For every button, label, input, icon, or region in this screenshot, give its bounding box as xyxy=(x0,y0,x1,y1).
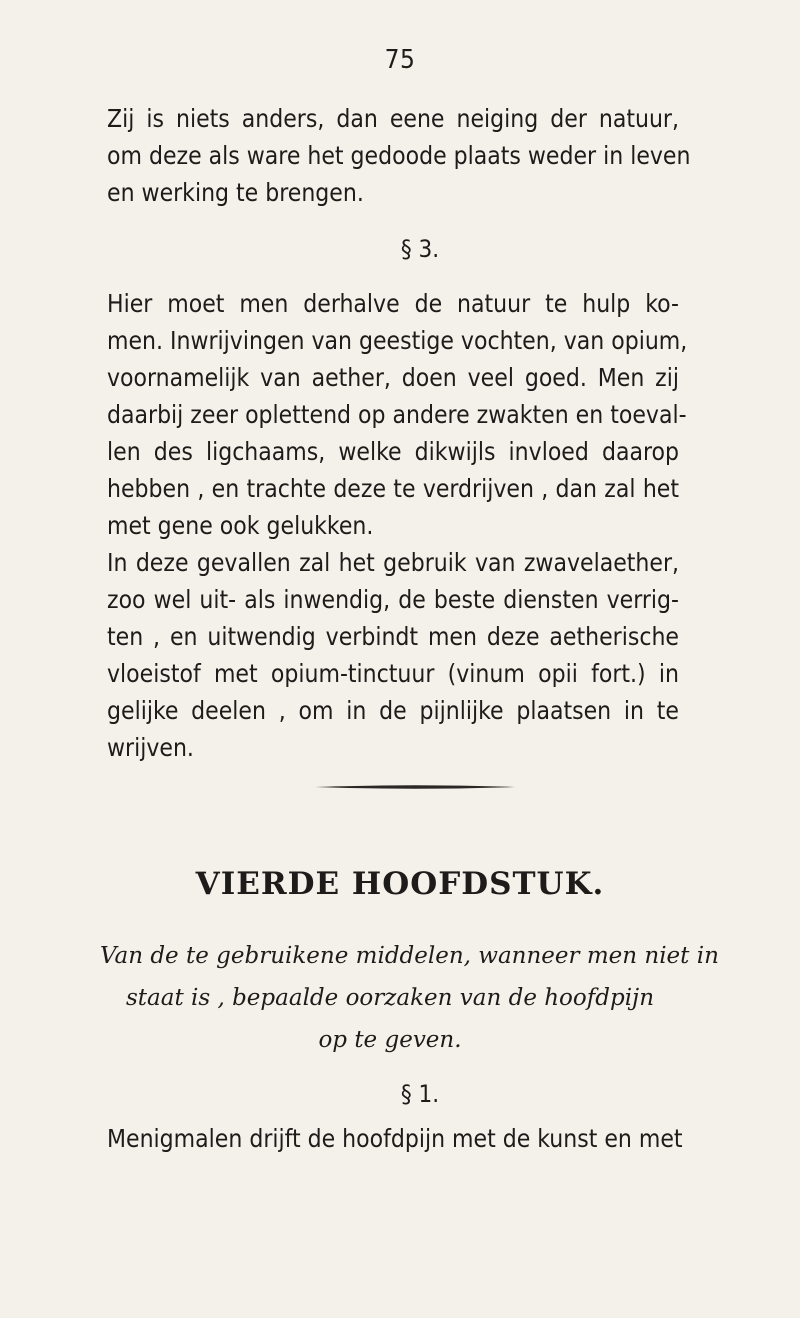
text-line: Zij is niets anders, dan eene neiging der natuur, xyxy=(107,104,679,133)
subtitle-line: Van de te gebruikene middelen, wanneer men niet in xyxy=(100,943,719,969)
text-line: en werking te brengen. xyxy=(107,178,364,207)
text-line: Menigmalen drijft de hoofdpijn met de kunst en met xyxy=(107,1124,683,1153)
page-number: 75 xyxy=(384,45,416,75)
section-mark-1: § 1. xyxy=(400,1080,440,1108)
text-line: zoo wel uit- als inwendig, de beste diensten verrig- xyxy=(107,585,679,614)
subtitle-line: staat is , bepaalde oorzaken van de hoofdpijn xyxy=(125,985,655,1011)
text-line: met gene ook gelukken. xyxy=(107,511,374,540)
text-line: men. Inwrijvingen van geestige vochten, van opium, xyxy=(107,326,688,355)
text-line: wrijven. xyxy=(107,733,194,762)
text-line: hebben , en trachte deze te verdrijven , dan zal het xyxy=(107,474,679,503)
paragraph-3 xyxy=(107,544,679,766)
text-line: vloeistof met opium-tinctuur (vinum opii fort.) in xyxy=(107,659,679,688)
chapter-subtitle xyxy=(100,935,719,1061)
chapter-heading: VIERDE HOOFDSTUK. xyxy=(195,866,605,902)
ornament-rule xyxy=(315,785,515,789)
text-line: In deze gevallen zal het gebruik van zwavelaether, xyxy=(107,548,679,577)
text-line: daarbij zeer oplettend op andere zwakten en toeval- xyxy=(107,400,687,429)
text-line: len des ligchaams, welke dikwijls invloed daarop xyxy=(107,437,679,466)
paragraph-4 xyxy=(107,1120,683,1157)
text-line: ten , en uitwendig verbindt men deze aetherische xyxy=(107,622,679,651)
text-line: gelijke deelen , om in de pijnlijke plaatsen in te xyxy=(107,696,679,725)
paragraph-1 xyxy=(107,100,691,211)
section-mark-3: § 3. xyxy=(400,235,440,263)
text-line: om deze als ware het gedoode plaats weder in leven xyxy=(107,141,691,170)
paragraph-2 xyxy=(107,285,688,544)
text-line: Hier moet men derhalve de natuur te hulp ko- xyxy=(107,289,679,318)
text-line: voornamelijk van aether, doen veel goed. Men zij xyxy=(107,363,679,392)
subtitle-line: op te geven. xyxy=(318,1027,462,1053)
